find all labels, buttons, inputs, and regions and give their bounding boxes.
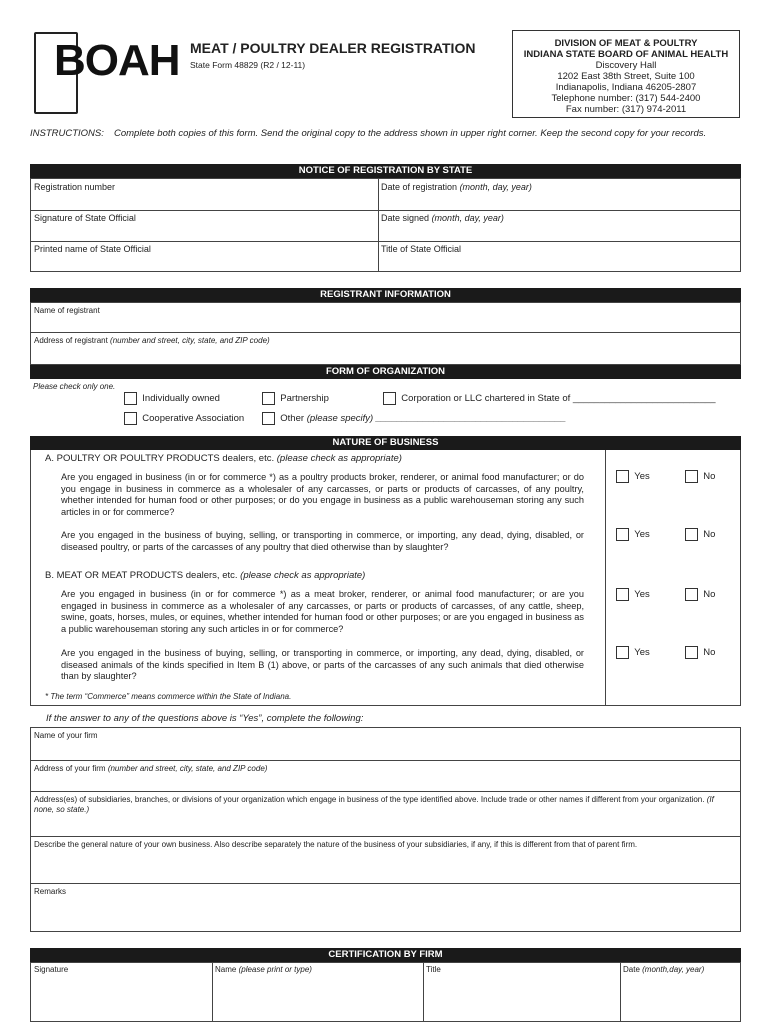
section-a-hint: (please check as appropriate) (276, 453, 402, 464)
fax: Fax number: (317) 974-2011 (565, 104, 687, 115)
board-name: INDIANA STATE BOARD OF ANIMAL HEALTH (523, 49, 729, 60)
partnership-label: Partnership (280, 393, 329, 405)
certification-heading: CERTIFICATION BY FIRM (30, 948, 741, 962)
certification-section (30, 962, 741, 1022)
registrant-address-label: Address of registrant (34, 336, 108, 345)
organization-heading: FORM OF ORGANIZATION (30, 365, 741, 379)
q4-no-label: No (703, 647, 716, 659)
cert-title-field[interactable]: Title (426, 965, 441, 974)
cert-name-field[interactable] (215, 965, 312, 974)
logo-text: BOAH (54, 36, 180, 85)
registrant-section (30, 302, 741, 365)
q3-yes-label: Yes (634, 589, 650, 601)
date-signed-field[interactable] (381, 213, 504, 223)
q4-yes[interactable] (616, 646, 650, 659)
agency-address-box (512, 30, 740, 118)
option-corporation[interactable] (383, 392, 716, 405)
state-form-number: State Form 48829 (R2 / 12-11) (190, 60, 306, 70)
registrant-name-field[interactable]: Name of registrant (34, 306, 100, 315)
title-official-field[interactable]: Title of State Official (381, 244, 462, 254)
subsidiaries-field[interactable] (34, 795, 724, 815)
if-yes-instruction: If the answer to any of the questions above is “Yes”, complete the following: (46, 713, 364, 724)
firm-address-hint: (number and street, city, state, and ZIP code) (107, 764, 268, 773)
question-4: Are you engaged in the business of buying, selling, or transporting in commerce, or importing, any dead, dying, disabled, or diseased animals of the kinds specified in Item B (1) above, or parts of the carcasses of any such animals that died otherwise than by slaughter? (61, 648, 584, 681)
cert-date-label: Date (623, 965, 640, 974)
date-signed-label: Date signed (381, 213, 430, 223)
option-partnership[interactable] (262, 392, 329, 405)
cert-name-hint: (please print or type) (238, 965, 312, 974)
registrant-address-hint: (number and street, city, state, and ZIP code) (110, 336, 270, 345)
q2-no[interactable] (685, 528, 715, 541)
other-checkbox[interactable] (262, 412, 275, 425)
printed-name-official-field[interactable]: Printed name of State Official (34, 244, 151, 254)
date-of-registration-hint: (month, day, year) (459, 182, 532, 192)
q4-no-checkbox[interactable] (685, 646, 698, 659)
cert-date-hint: (month,day, year) (642, 965, 705, 974)
cert-signature-field[interactable]: Signature (34, 965, 69, 974)
q2-no-checkbox[interactable] (685, 528, 698, 541)
subsidiaries-hint: (If none, so state.) (34, 795, 714, 814)
q1-yes-checkbox[interactable] (616, 470, 629, 483)
registrant-heading: REGISTRANT INFORMATION (30, 288, 741, 302)
individually-owned-checkbox[interactable] (124, 392, 137, 405)
q4-no[interactable] (685, 646, 715, 659)
section-b-title: B. MEAT OR MEAT PRODUCTS dealers, etc. (45, 570, 238, 581)
option-individually-owned[interactable] (124, 392, 220, 405)
date-signed-hint: (month, day, year) (431, 213, 504, 223)
section-a-title: A. POULTRY OR POULTRY PRODUCTS dealers, etc. (45, 453, 275, 464)
remarks-field[interactable]: Remarks (34, 887, 67, 896)
instructions-label: INSTRUCTIONS: (30, 128, 104, 139)
q3-no-checkbox[interactable] (685, 588, 698, 601)
check-only-one-note: Please check only one. (33, 382, 116, 391)
q2-no-label: No (703, 529, 716, 541)
signature-state-official-field[interactable]: Signature of State Official (34, 213, 136, 223)
question-1: Are you engaged in business (in or for commerce *) as a poultry products broker, renderer, or animal food manufacturer; or do you engage in business in commerce as a wholesaler of any carcasses, or parts or products of carcasses, of any poultry, whether intended for human food or other purposes; or do you engage in business as a public warehouseman storing any such articles in or for commerce? (61, 472, 584, 517)
q1-no-checkbox[interactable] (685, 470, 698, 483)
q3-no-label: No (703, 589, 716, 601)
telephone: Telephone number: (317) 544-2400 (551, 93, 701, 104)
boah-logo (34, 32, 184, 112)
registrant-address-field[interactable] (34, 336, 270, 345)
question-3: Are you engaged in business (in or for commerce *) as a meat broker, renderer, or animal food manufacturer; or are you engaged in business in commerce as a wholesaler of any carcasses, or parts or products of carcasses, of any cattle, sheep, swine, goats, horses, mules, or equines, whether intended for human food or other purposes; or are you engaged in business as a public warehouseman storing any such articles in or for commerce? (61, 589, 584, 634)
section-b-heading (45, 570, 365, 581)
q2-yes-label: Yes (634, 529, 650, 541)
registration-number-field[interactable]: Registration number (34, 182, 116, 192)
date-of-registration-field[interactable] (381, 182, 532, 192)
notice-section (30, 178, 741, 272)
other-hint: (please specify) ____________________________________ (306, 413, 567, 425)
other-label: Other (280, 413, 305, 425)
division-name: DIVISION OF MEAT & POULTRY (554, 38, 698, 49)
q2-yes[interactable] (616, 528, 650, 541)
q3-no[interactable] (685, 588, 715, 601)
firm-address-label: Address of your firm (34, 764, 106, 773)
city-state-zip: Indianapolis, Indiana 46205-2807 (555, 82, 697, 93)
cert-date-field[interactable] (623, 965, 704, 974)
option-cooperative[interactable] (124, 412, 244, 425)
question-2: Are you engaged in the business of buying, selling, or transporting in commerce, or importing, any dead, dying, disabled, or diseased poultry, or parts of the carcasses of any poultry that died otherwise than by slaughter? (61, 530, 584, 552)
q2-yes-checkbox[interactable] (616, 528, 629, 541)
subsidiaries-label: Address(es) of subsidiaries, branches, or divisions of your organization which engage in business of the type identified above. Include trade or other names if different from your organization. (34, 795, 705, 804)
instructions (30, 128, 730, 140)
firm-section (30, 727, 741, 932)
organization-section (30, 381, 741, 433)
firm-address-field[interactable] (34, 764, 267, 773)
street-address: 1202 East 38th Street, Suite 100 (557, 71, 695, 82)
notice-heading: NOTICE OF REGISTRATION BY STATE (30, 164, 741, 178)
nature-heading: NATURE OF BUSINESS (30, 436, 741, 450)
partnership-checkbox[interactable] (262, 392, 275, 405)
q1-no[interactable] (685, 470, 715, 483)
cooperative-checkbox[interactable] (124, 412, 137, 425)
instructions-text: Complete both copies of this form. Send the original copy to the address shown in upper right corner. Keep the second copy for your records. (114, 128, 707, 139)
cert-name-label: Name (215, 965, 237, 974)
corporation-checkbox[interactable] (383, 392, 396, 405)
nature-section (30, 450, 741, 706)
option-other[interactable] (262, 412, 566, 425)
corporation-label: Corporation or LLC chartered in State of ___________________________ (401, 393, 716, 405)
q3-yes-checkbox[interactable] (616, 588, 629, 601)
building-name: Discovery Hall (595, 60, 657, 71)
commerce-footnote: * The term “Commerce” means commerce within the State of Indiana. (45, 692, 292, 701)
individually-owned-label: Individually owned (142, 393, 220, 405)
q1-yes-label: Yes (634, 471, 650, 483)
section-a-heading (45, 453, 402, 464)
q1-yes[interactable] (616, 470, 650, 483)
form-title: MEAT / POULTRY DEALER REGISTRATION (190, 40, 476, 56)
date-of-registration-label: Date of registration (381, 182, 458, 192)
q1-no-label: No (703, 471, 716, 483)
section-b-hint: (please check as appropriate) (240, 570, 366, 581)
firm-name-field[interactable]: Name of your firm (34, 731, 98, 740)
cooperative-label: Cooperative Association (142, 413, 245, 425)
describe-business-field[interactable]: Describe the general nature of your own business. Also describe separately the nature of the business of your subsidiaries, if any, if this is different from that of parent firm. (34, 840, 638, 849)
q3-yes[interactable] (616, 588, 650, 601)
q4-yes-label: Yes (634, 647, 650, 659)
q4-yes-checkbox[interactable] (616, 646, 629, 659)
